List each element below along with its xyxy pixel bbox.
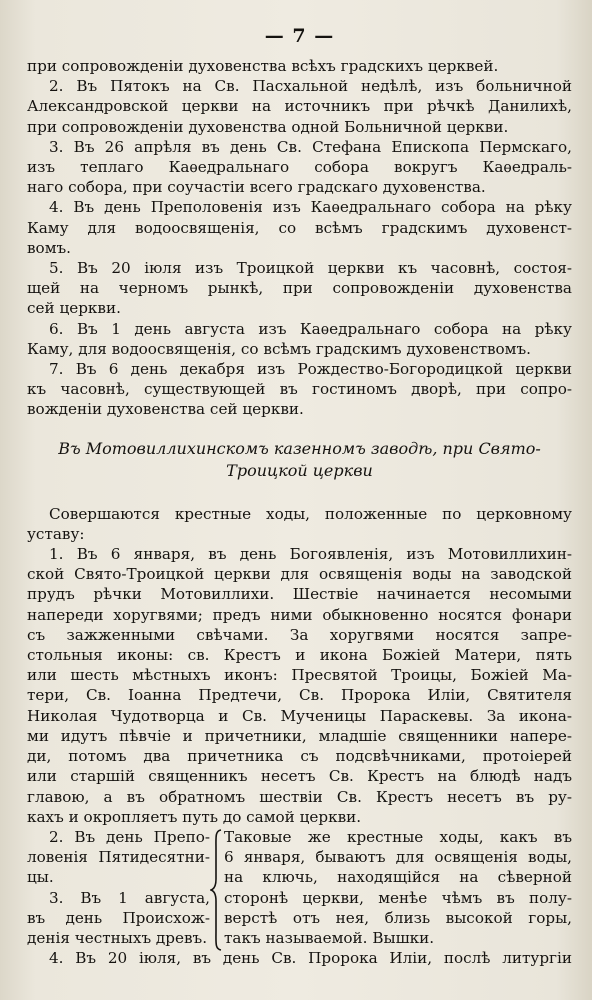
text-line: уставу: bbox=[27, 524, 85, 543]
text-line: 7. Въ 6 день декабря изъ Рождество-Богородицкой церкви bbox=[49, 360, 572, 379]
dates-column bbox=[27, 827, 210, 948]
text-line: Совершаются крестные ходы, положенные по церковному bbox=[49, 504, 572, 523]
text-line: 4. Въ день Преполовенія изъ Каѳедральнаго собора на рѣку bbox=[49, 198, 572, 217]
date-line: 2. Въ день Препо- bbox=[49, 827, 210, 846]
text-line: или шесть мѣстныхъ иконъ: Пресвятой Троицы, Божіей Ма- bbox=[27, 666, 572, 685]
text-line: 4. Въ 20 іюля, въ день Св. Пророка Иліи, послѣ литургіи bbox=[49, 949, 572, 968]
text-line: наго собора, при соучастіи всего градскаго духовенства. bbox=[27, 178, 486, 197]
bottom-section bbox=[27, 948, 572, 968]
text-line: съ зажженными свѣчами. За хоругвями носятся запре- bbox=[27, 625, 572, 644]
text-line: при сопровожденіи духовенства всѣхъ градскихъ церквей. bbox=[27, 57, 499, 75]
text-line: Каму для водоосвященія, со всѣмъ градскимъ духовенст- bbox=[27, 218, 572, 237]
description-line: на ключь, находящійся на сѣверной bbox=[224, 868, 572, 887]
body-section bbox=[27, 504, 572, 827]
date-line: денія честныхъ древъ. bbox=[27, 928, 208, 947]
text-line: ми идутъ пѣвчіе и причетники, младшіе священники напере- bbox=[27, 726, 572, 745]
page-number: — 7 — bbox=[264, 25, 335, 47]
text-line: сей церкви. bbox=[27, 299, 121, 318]
date-line: въ день Происхож- bbox=[27, 908, 210, 927]
brace-icon bbox=[210, 827, 224, 948]
top-section bbox=[27, 56, 572, 420]
text-line: 1. Въ 6 января, въ день Богоявленія, изъ Мотовиллихин- bbox=[49, 545, 572, 564]
description-line: верстѣ отъ нея, близь высокой горы, bbox=[224, 908, 572, 927]
text-line: при сопровожденіи духовенства одной Больничной церкви. bbox=[27, 117, 509, 136]
text-line: Александровской церкви на источникъ при рѣчкѣ Данилихѣ, bbox=[27, 97, 572, 116]
description-line: сторонѣ церкви, менѣе чѣмъ въ полу- bbox=[224, 888, 572, 907]
text-line: тери, Св. Іоанна Предтечи, Св. Пророка Иліи, Святителя bbox=[27, 686, 572, 705]
text-line: щей на черномъ рынкѣ, при сопровожденіи духовенства bbox=[27, 279, 572, 298]
text-line: вомъ. bbox=[27, 238, 71, 257]
text-line: напереди хоругвями; предъ ними обыкновенно носятся фонари bbox=[27, 605, 572, 624]
text-line: прудъ рѣчки Мотовиллихи. Шествіе начинается несомыми bbox=[27, 585, 572, 604]
two-column-section bbox=[27, 827, 572, 948]
description-line: Таковые же крестные ходы, какъ въ bbox=[224, 827, 572, 846]
description-column bbox=[224, 827, 572, 948]
date-line: 3. Въ 1 августа, bbox=[49, 888, 210, 907]
heading-line: Троицкой церкви bbox=[226, 460, 373, 480]
section-heading bbox=[27, 438, 572, 482]
text-line: 6. Въ 1 день августа изъ Каѳедральнаго собора на рѣку bbox=[49, 319, 572, 338]
text-line: къ часовнѣ, существующей въ гостиномъ дворѣ, при сопро- bbox=[27, 380, 572, 399]
text-line: кахъ и окропляетъ путь до самой церкви. bbox=[27, 807, 362, 826]
description-line: 6 января, бываютъ для освященія воды, bbox=[224, 848, 572, 867]
text-line: 3. Въ 26 апрѣля въ день Св. Стефана Епископа Пермскаго, bbox=[49, 137, 572, 156]
text-line: Николая Чудотворца и Св. Мученицы Параскевы. За икона- bbox=[27, 706, 572, 725]
text-line: главою, а въ обратномъ шествіи Св. Крестъ несетъ въ ру- bbox=[27, 787, 572, 806]
date-line: цы. bbox=[27, 868, 54, 887]
text-line: ди, потомъ два причетника съ подсвѣчниками, протоіерей bbox=[27, 747, 572, 766]
text-line: изъ теплаго Каѳедральнаго собора вокругъ Каѳедраль- bbox=[27, 158, 572, 177]
text-line: стольныя иконы: св. Крестъ и икона Божіей Матери, пять bbox=[27, 646, 572, 665]
text-line: вожденіи духовенства сей церкви. bbox=[27, 400, 304, 419]
heading-line: Въ Мотовиллихинскомъ казенномъ заводѣ, при Свято- bbox=[58, 438, 541, 458]
text-line: ской Свято-Троицкой церкви для освященія воды на заводской bbox=[27, 565, 572, 584]
text-line: 2. Въ Пятокъ на Св. Пасхальной недѣлѣ, изъ больничной bbox=[49, 77, 572, 96]
description-line: такъ называемой. Вышки. bbox=[224, 928, 435, 947]
text-line: Каму, для водоосвященія, со всѣмъ градскимъ духовенствомъ. bbox=[27, 339, 531, 358]
date-line: ловенія Пятидесятни- bbox=[27, 848, 210, 867]
text-line: или старшій священникъ несетъ Св. Крестъ на блюдѣ надъ bbox=[27, 767, 572, 786]
text-line: 5. Въ 20 іюля изъ Троицкой церкви къ часовнѣ, состоя- bbox=[49, 259, 572, 278]
